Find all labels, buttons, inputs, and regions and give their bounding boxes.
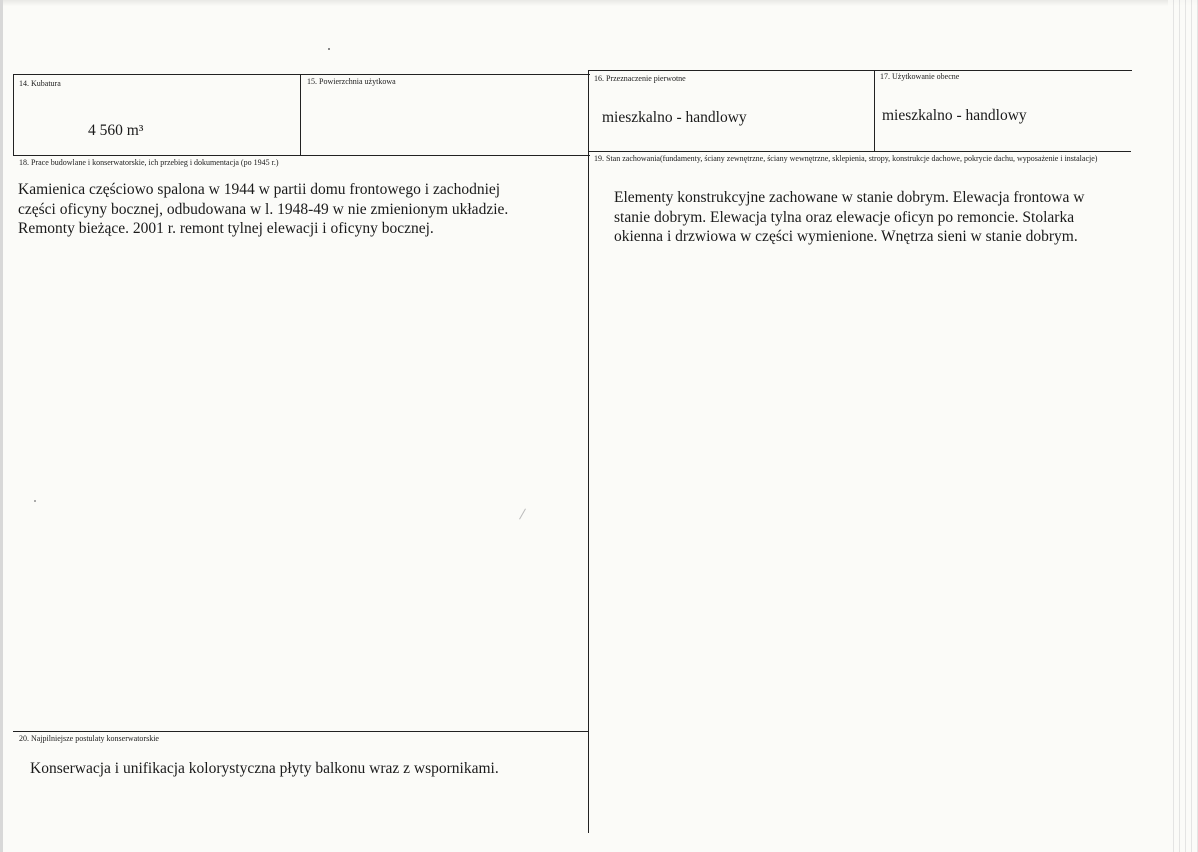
page-top-edge bbox=[0, 0, 1198, 6]
field-17-value: mieszkalno - handlowy bbox=[882, 107, 1027, 124]
page-left-edge bbox=[0, 0, 3, 852]
field-16-label: 16. Przeznaczenie pierwotne bbox=[594, 74, 686, 83]
top-rule-left bbox=[13, 74, 590, 75]
field-14-label: 14. Kubatura bbox=[19, 79, 61, 88]
top-rule-right bbox=[588, 70, 1132, 71]
field-19-label: 19. Stan zachowania(fundamenty, ściany zewnętrzne, ściany wewnętrzne, sklepienia, stropy, konstrukcje dachowe, pokrycie dachu, wyposażenie i instalacje) bbox=[594, 154, 1098, 163]
field-19-text: Elementy konstrukcyjne zachowane w stanie dobrym. Elewacja frontowa w stanie dobrym. Elewacja tylna oraz elewacje oficyn po remoncie. Stolarka okienna i drzwiowa w części wymienione. Wnętrza sieni w stanie dobrym. bbox=[614, 189, 1085, 245]
mid-rule-left bbox=[13, 155, 590, 156]
scan-speck bbox=[34, 500, 36, 502]
field-16-value: mieszkalno - handlowy bbox=[602, 109, 747, 126]
field-18-label: 18. Prace budowlane i konserwatorskie, ich przebieg i dokumentacja (po 1945 r.) bbox=[19, 158, 279, 167]
field-18-text: Kamienica częściowo spalona w 1944 w partii domu frontowego i zachodniej części oficyny bocznej, odbudowana w l. 1948-49 w nie zmienionym układzie. Remonty bieżące. 2001 r. remont tylnej elewacji i oficyny bocznej. bbox=[18, 181, 509, 237]
mid-rule-right bbox=[588, 151, 1131, 152]
bottom-rule-left bbox=[13, 731, 589, 732]
divider-left-edge bbox=[13, 74, 14, 156]
field-17-label: 17. Użytkowanie obecne bbox=[880, 72, 960, 81]
divider-14-15 bbox=[300, 74, 301, 156]
divider-center bbox=[588, 70, 589, 833]
field-15-label: 15. Powierzchnia użytkowa bbox=[307, 77, 396, 86]
page-right-edge bbox=[1168, 0, 1198, 852]
scan-speck bbox=[519, 509, 526, 520]
divider-16-17 bbox=[874, 70, 875, 152]
field-20-label: 20. Najpilniejsze postulaty konserwatorskie bbox=[19, 734, 159, 743]
field-14-value: 4 560 m³ bbox=[88, 122, 144, 139]
field-20-text: Konserwacja i unifikacja kolorystyczna płyty balkonu wraz z wspornikami. bbox=[30, 760, 499, 777]
scan-speck bbox=[328, 48, 330, 50]
